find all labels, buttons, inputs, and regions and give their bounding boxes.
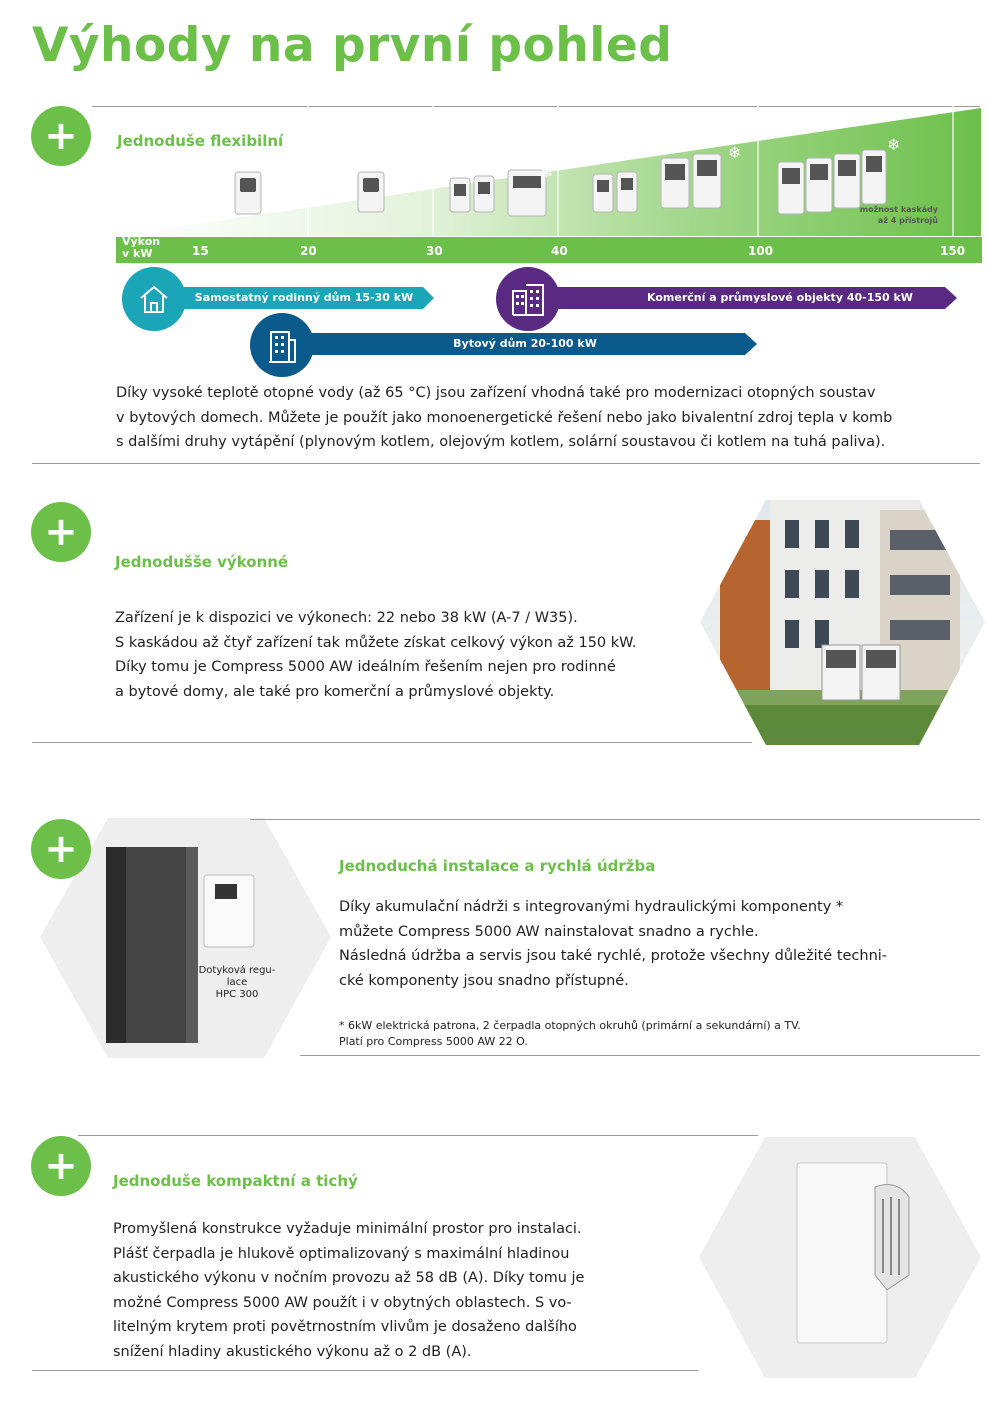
tick-label: 100 [748,244,774,258]
section-body: Promyšlená konstrukce vyžaduje minimální prostor pro instalaci. Plášť čerpadla je hlukově optimalizovaný s maximální hladinou akustického výkonu v nočním provozu až 58 dB (A). Díky tomu je možné Compress 5000 AW použít i v obytných oblastech. S vo- litelným krytem proti povětrnostním vlivům je dosaženo dalšího snížení hladiny akustického výkonu až o 2 dB (A). [113,1221,585,1360]
axis-label: Výkon v kW [122,235,161,260]
plus-icon: + [31,1136,91,1196]
tick-label: 20 [300,244,317,258]
power-axis [116,237,982,263]
apartment-building-photo [700,500,985,745]
tick-label: 150 [940,244,966,258]
tick-label: 30 [426,244,443,258]
section-body: Díky vysoké teplotě otopné vody (až 65 °C) jsou zařízení vhodná také pro modernizaci otopných soustav v bytových domech. Můžete je použít jako monoenergetické řešení nebo jako bivalentní zdroj tepla v komb s dalšími druhy vytápění (plynovým kotlem, olejovým kotlem, solární soustavou či kotlem na tuhá paliva). [116,385,893,450]
apartment-building-icon [250,313,314,377]
plus-icon: + [31,106,91,166]
page-title: Výhody na první pohled [32,18,673,73]
range-label: Komerční a průmyslové objekty 40-150 kW [647,291,913,304]
divider [300,1055,980,1056]
cascade-note: možnost kaskády až 4 přístrojů [859,205,938,225]
range-label: Bytový dům 20-100 kW [453,337,597,350]
house-icon [122,267,186,331]
snowflake-icon: ❄ [540,163,554,182]
plus-icon: + [31,819,91,879]
range-label: Samostatný rodinný dům 15-30 kW [194,291,414,304]
office-building-icon [496,267,560,331]
controller-caption: Dotyková regu- lace HPC 300 [198,965,276,1000]
section-heading: Jednoduše flexibilní [117,132,284,150]
section-heading: Jednodušše výkonné [115,553,289,571]
snowflake-icon: ❄ [728,143,742,162]
snowflake-icon: ❄ [887,135,901,154]
section-heading: Jednoduše kompaktní a tichý [113,1172,358,1190]
divider [250,819,980,820]
compact-unit-photo [697,1135,982,1380]
section-body: Zařízení je k dispozici ve výkonech: 22 nebo 38 kW (A-7 / W35). S kaskádou až čtyř zařízení tak můžete získat celkový výkon až 150 kW. Díky tomu je Compress 5000 AW ideálním řešením nejen pro rodinné a bytové domy, ale také pro komerční a průmyslové objekty. [115,610,637,700]
footnote: * 6kW elektrická patrona, 2 čerpadla otopných okruhů (primární a sekundární) a TV. Platí pro Compress 5000 AW 22 O. [339,1019,801,1048]
section-body: Díky akumulační nádrži s integrovanými hydraulickými komponenty * můžete Compress 5000 AW nainstalovat snadno a rychle. Následná údržba a servis jsou také rychlé, protože všechny důležité techni- cké komponenty jsou snadno přístupné. [339,899,888,989]
divider [78,1135,758,1136]
plus-icon: + [31,502,91,562]
divider [32,463,980,464]
divider [32,1370,698,1371]
tick-label: 40 [551,244,568,258]
divider [32,742,752,743]
tick-label: 15 [192,244,209,258]
section-heading: Jednoduchá instalace a rychlá údržba [339,857,656,875]
